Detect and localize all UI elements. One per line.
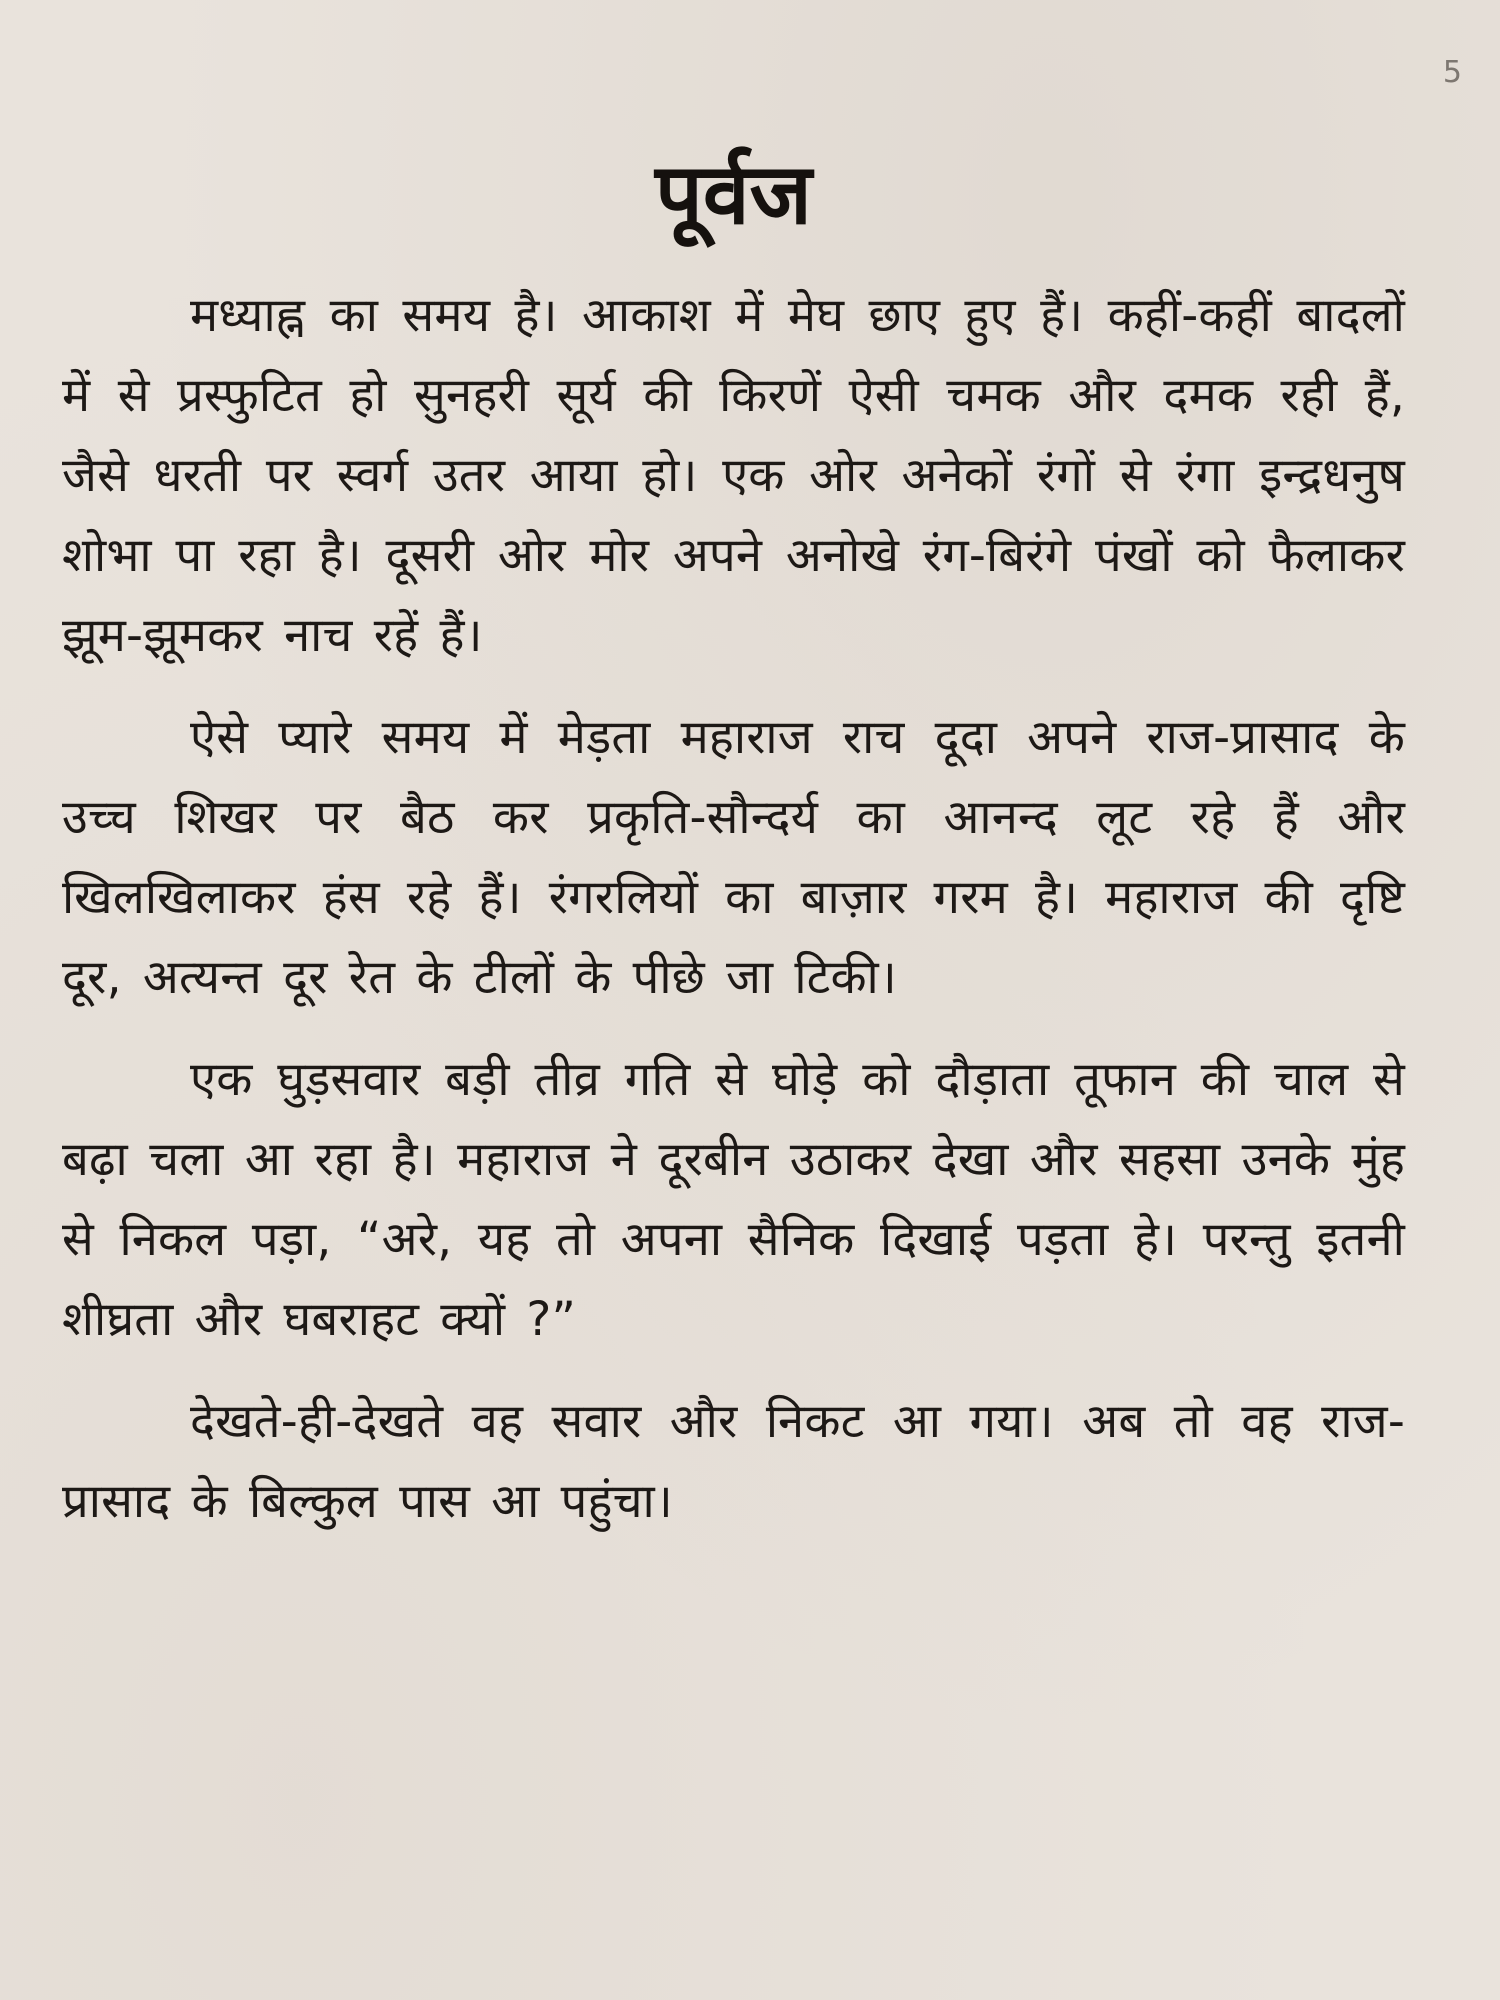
page-number: 5 xyxy=(1442,55,1462,90)
paragraph-3: एक घुड़सवार बड़ी तीव्र गति से घोड़े को दौड़ाता तूफान की चाल से बढ़ा चला आ रहा है। महाराज ने दूरबीन उठाकर देखा और सहसा उनके मुंह से निकल पड़ा, “अरे, यह तो अपना सैनिक दिखाई पड़ता हे। परन्तु इतनी शीघ्रता और घबराहट क्यों ?” xyxy=(62,1052,1405,1348)
paragraph-4: देखते-ही-देखते वह सवार और निकट आ गया। अब तो वह राज-प्रासाद के बिल्कुल पास आ पहुंचा। xyxy=(62,1394,1405,1530)
paragraph-1: मध्याह्न का समय है। आकाश में मेघ छाए हुए हैं। कहीं-कहीं बादलों में से प्रस्फुटित हो सुनहरी सूर्य की किरणें ऐसी चमक और दमक रही हैं, जैसे धरती पर स्वर्ग उतर आया हो। एक ओर अनेकों रंगों से रंगा इन्द्रधनुष शोभा पा रहा है। दूसरी ओर मोर अपने अनोखे रंग-बिरंगे पंखों को फैलाकर झूम-झूमकर नाच रहें हैं। xyxy=(62,288,1405,664)
chapter-title: पूर्वज xyxy=(655,145,812,243)
paragraph-2: ऐसे प्यारे समय में मेड़ता महाराज राच दूदा अपने राज-प्रासाद के उच्च शिखर पर बैठ कर प्रकृति-सौन्दर्य का आनन्द लूट रहे हैं और खिलखिलाकर हंस रहे हैं। रंगरलियों का बाज़ार गरम है। महाराज की दृष्टि दूर, अत्यन्त दूर रेत के टीलों के पीछे जा टिकी। xyxy=(62,710,1405,1006)
